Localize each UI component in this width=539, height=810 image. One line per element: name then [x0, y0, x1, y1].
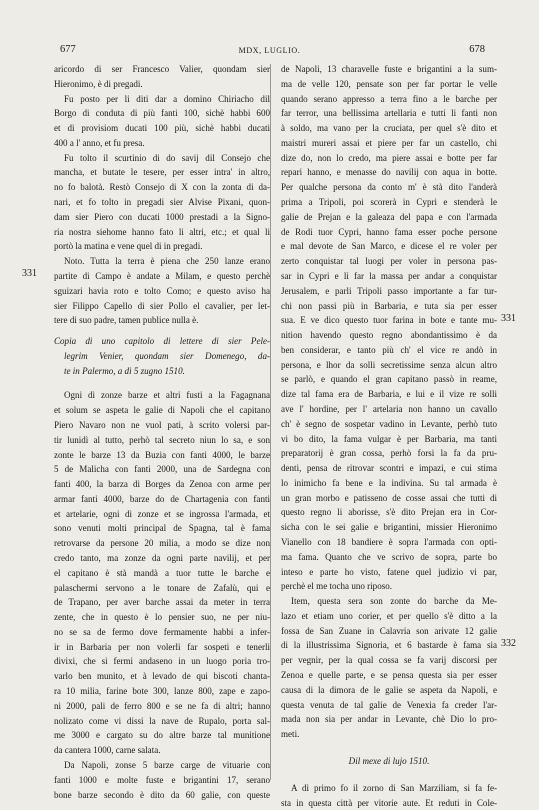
text-line: varlo ben munito, et à levado de qui biscoti chanta-: [54, 669, 270, 684]
text-line: dize do, non lo credo, ma piere assai e botte per far: [281, 151, 497, 166]
text-line: fanti 1000 e molte fuste e brigantini 17, serano: [54, 773, 270, 788]
text-line: Noto. Tutta la terra è piena che 250 lanze erano: [54, 254, 270, 269]
text-line: ch' è segno de sospetar vadino in Levante, perhò tuto: [281, 417, 497, 432]
text-line: sta in questa città per vitorie aute. Et reduti in Cole-: [281, 796, 497, 810]
text-line: me 3000 e cargato su do altre barze tal munitione: [54, 728, 270, 743]
text-line: causa di la dimora de le galie se aspeta da Napoli, e: [281, 683, 497, 698]
text-line: quando serano appresso a terra fino a le barche per: [281, 92, 497, 107]
text-line: Hieronimo, è di pregadi.: [54, 77, 270, 92]
text-line: ra 10 milia, farine bote 300, lanze 800, zape e zapo-: [54, 684, 270, 699]
text-line: inteso e parte ho visto, fatene quel judizio vi par,: [281, 565, 497, 580]
text-line: nari, et fo tolto in pregadi sier Alvise Pixani, quon-: [54, 195, 270, 210]
left-column: [54, 62, 270, 802]
text-line: far terror, una bellissima artellaria e tutti li fanti non: [281, 106, 497, 121]
text-line: preparatorij è gran cossa, perhò forsi la fa da pru-: [281, 446, 497, 461]
text-line: 5 de Malicha con fanti 2000, una de Sardegna con: [54, 462, 270, 477]
text-line: persona, e lhor da solli secretissime senza alcun altro: [281, 358, 497, 373]
text-line: fossa de San Zuane in Calavria son arivate 12 galie: [281, 624, 497, 639]
text-line: di la illustrissima Signoria, et 6 bastarde è fama sia: [281, 638, 497, 653]
text-line: no se sa de fermo dove fermamente habbi a infer-: [54, 625, 270, 640]
text-line: dam sier Piero con ducati 1000 prestadi a la Signo-: [54, 210, 270, 225]
column-divider: [270, 64, 271, 780]
text-line: lazo et etiam uno corier, et per quello s'è ditto a la: [281, 609, 497, 624]
text-line: e mal devote de San Marco, e dicese el re voler per: [281, 239, 497, 254]
text-line: maistri mureri assai et piere per far un castello, chi: [281, 136, 497, 151]
text-line: vi bo dito, la fama vulgar è per Barbaria, ma tanti: [281, 432, 497, 447]
text-line: chi non passi più in Barbaria, e tuta sia per esser: [281, 299, 497, 314]
section-heading: Dil mexe di lujo 1510.: [281, 754, 497, 769]
right-column: [281, 62, 497, 810]
text-line: tere di suo padre, tamen publice nulla è.: [54, 313, 270, 328]
page-number-left: 677: [60, 44, 76, 55]
text-line: zonte le barze 13 da Buzia con fanti 4000, le barze: [54, 448, 270, 463]
text-line: Borgo di conduta di più fanti 100, sichè habbi 600: [54, 106, 270, 121]
text-line: prima a Tripoli, poi scorerà in Cypri e stenderà le: [281, 195, 497, 210]
text-line: denti, pensa de ritrovar scontri e impazi, e cui stima: [281, 461, 497, 476]
text-line: sar in Cypri e lì far la massa per andar a conquistar: [281, 269, 497, 284]
margin-number-left: 331: [22, 268, 37, 279]
text-line: tir lunidì al tutto, perhò tal secreto niun lo sa, e son: [54, 433, 270, 448]
text-line: palaschermi servono a le tonare de Zafalù, qui e: [54, 581, 270, 596]
text-line: un gran morbo e patisseno de cosse assai che tutti di: [281, 491, 497, 506]
text-line: ni 2000, pali de ferro 800 e se ne fa di altri; hanno: [54, 699, 270, 714]
text-line: questa venuta de tal galie de Venexia fa creder l'ar-: [281, 698, 497, 713]
text-line: Fu posto per li diti dar a domino Chiriacho dil: [54, 92, 270, 107]
text-line: Piero Navaro non ne vuol pati, à scrito volersi par-: [54, 418, 270, 433]
text-line: et solum se aspeta le galie di Napoli che el capitano: [54, 403, 270, 418]
text-line: dize tal fama era de Barbaria, e lui e il vize re solli: [281, 387, 497, 402]
text-line: sono venuti molti principal de Spagna, tal è fama: [54, 521, 270, 536]
text-line: Da Napoli, zonse 5 barze carge de vituarie con: [54, 758, 270, 773]
text-line: Ogni dì zonze barze et altri fusti a la Fagagnana: [54, 388, 270, 403]
text-line: et di provisiom ducati 100 più, sichè habbi ducati: [54, 121, 270, 136]
margin-number-right-upper: 331: [501, 313, 516, 324]
text-line: de Napoli, 13 charavelle fuste e brigantini a la sum-: [281, 62, 497, 77]
text-line: lo inimicho fa bene e la indivina. Su tal armada è: [281, 476, 497, 491]
section-heading: Copia di uno capitolo di lettere di sier Pele-: [54, 334, 270, 349]
text-line: Fu tolto il scurtinio di do savij dil Consejo che: [54, 151, 270, 166]
text-line: questo regno li aborisse, s'è dito Prejan era in Cor-: [281, 505, 497, 520]
section-heading: legrim Venier, quondam sier Domenego, da-: [54, 349, 270, 364]
text-line: ria nostra siehome hanno fato li altri, etc.; et qual li: [54, 225, 270, 240]
text-line: aricordo di ser Francesco Valier, quondam sier: [54, 62, 270, 77]
text-line: Jerusalem, e parli Tripoli passo importante a far tur-: [281, 284, 497, 299]
text-line: ave l' hordine, per l' artelaria non hanno un cavallo: [281, 402, 497, 417]
text-line: Vianello con 18 bandiere è sopra l'armada con opti-: [281, 535, 497, 550]
text-line: per vegnir, per la qual cossa se fa varij discorsi per: [281, 653, 497, 668]
text-line: A dì primo fo il zorno di San Marziliam, si fa fe-: [281, 781, 497, 796]
text-line: perchè el me tocha uno riposo.: [281, 579, 497, 594]
text-line: 400 a l' anno, et fu presa.: [54, 136, 270, 151]
text-line: sier Filippo Capello di sier Pollo el cavalier, per let-: [54, 299, 270, 314]
text-line: credo tanto, ma zonze da ogni parte navilij, et per: [54, 551, 270, 566]
text-line: Item, questa sera son zonte do barche da Me-: [281, 594, 497, 609]
text-line: el capitano è stà mandà a tuor tutte le barche e: [54, 566, 270, 581]
text-line: partite di Campo è andate a Milam, e questo perchè: [54, 269, 270, 284]
text-line: Zenoa e quelle parte, e se pensa questa sia per esser: [281, 668, 497, 683]
text-line: retrovarse da persone 20 milia, a modo se dize non: [54, 536, 270, 551]
text-line: portò la matina e vene quel di in pregadi.: [54, 239, 270, 254]
text-line: ma de velle 120, pensate son per far portar le velle: [281, 77, 497, 92]
text-line: ben considerar, e tanto più ch' el vice re andò in: [281, 343, 497, 358]
text-line: meti.: [281, 727, 497, 742]
text-line: mada non sia per andar in Levante, chè Dio lo pro-: [281, 712, 497, 727]
text-line: et artelarie, ogni dì zonze et se ingrossa l'armada, et: [54, 507, 270, 522]
text-line: zerto conquistar tal luogi per voler in persona pas-: [281, 254, 497, 269]
text-line: ir in Barbaria per non volerli far sospeti e tenerli: [54, 640, 270, 655]
text-line: armar fanti 4000, barze do de Chartagenia con fanti: [54, 492, 270, 507]
margin-number-right-lower: 332: [501, 638, 516, 649]
text-line: nolizato come vi dissi la nave de Rupalo, porta sal-: [54, 714, 270, 729]
text-line: da cantera 1000, carne salata.: [54, 743, 270, 758]
text-line: divixi, che si fermi andaseno in un luogo poria tro-: [54, 654, 270, 669]
text-line: Per qualche persona da conto m' è stà dito l'anderà: [281, 180, 497, 195]
text-line: ma fama. Quanto che ve scrivo de sopra, parte bo: [281, 550, 497, 565]
text-line: repari hanno, e menasse do navilij con aqua in botte.: [281, 165, 497, 180]
text-line: no fo balotà. Restò Consejo di X con la zonta di da-: [54, 180, 270, 195]
text-line: de Rodi tuor Cypri, hanno fama esser poche persone: [281, 225, 497, 240]
text-line: zente, che in questo è lo pensier suo, ne per niu-: [54, 610, 270, 625]
text-line: de Trapano, per aver barche assai da meter in terra: [54, 595, 270, 610]
text-line: mancha, et butate le tesere, per esser intra' in altro,: [54, 165, 270, 180]
text-line: à soldo, ma vano per la cruciata, per quel s'è dito et: [281, 121, 497, 136]
section-heading: te in Palermo, a dì 5 zugno 1510.: [54, 364, 270, 379]
text-line: sguizari havia roto e tolto Como; e questo aviso ha: [54, 284, 270, 299]
text-line: se parlò, e quando el gran capitano passò in reame,: [281, 372, 497, 387]
running-title: MDX, LUGLIO.: [0, 46, 539, 55]
text-line: sicha con le sei galie e brigantini, missier Hieronimo: [281, 520, 497, 535]
page-number-right: 678: [469, 44, 485, 55]
text-line: galie de Prejan e la galeaza del papa e con l'armada: [281, 210, 497, 225]
text-line: nition havendo questo regno abondantissimo è da: [281, 328, 497, 343]
text-line: sua. E ve dico questo tuor farina in bote e tante mu-: [281, 313, 497, 328]
text-line: bone barze secondo è dito da 60 galie, con queste: [54, 788, 270, 803]
text-line: fanti 400, la barza di Borges da Zenoa con arme per: [54, 477, 270, 492]
